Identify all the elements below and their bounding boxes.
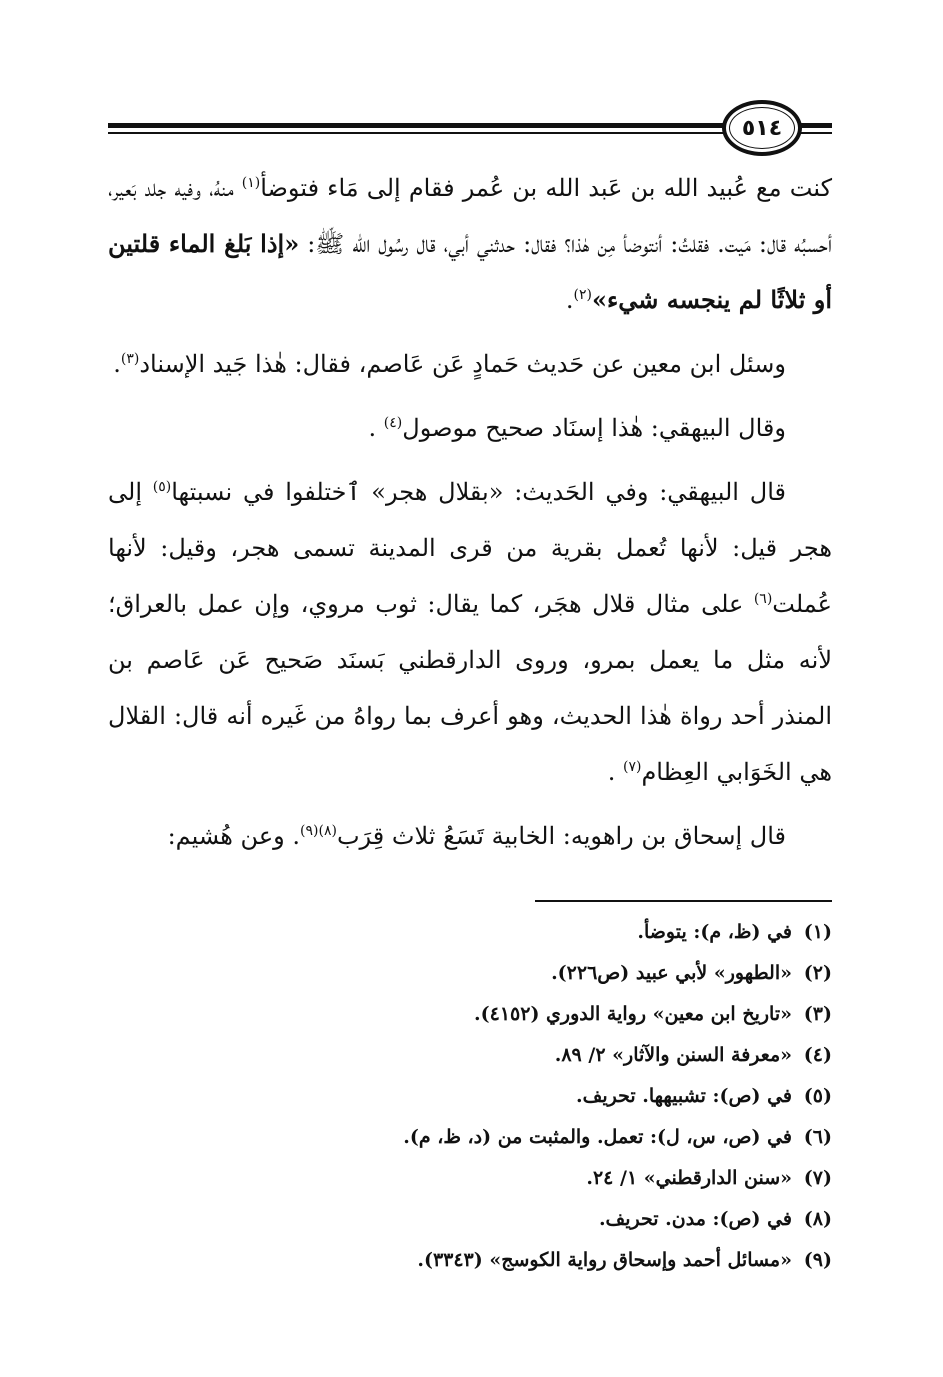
footnote-text: «الطهور» لأبي عبيد (ص٢٢٦).	[551, 962, 792, 984]
p2-text-1: وسئل ابن معين عن حَديث حَمادٍ عَن عَاصم، فقال: هٰذا جَيد الإسناد	[139, 350, 786, 378]
paragraph-4	[108, 464, 832, 800]
footnote-item	[112, 912, 832, 953]
footnote-ref-5[interactable]: (٥)	[152, 479, 172, 495]
p4-text-1: قال البيهقي: وفي الحَديث: «بقلال هجر» ٱختلفوا في نسبتها	[171, 478, 786, 506]
main-text	[108, 160, 832, 864]
footnote-item	[112, 1199, 832, 1240]
footnote-item	[112, 1076, 832, 1117]
footnotes-list	[112, 912, 832, 1281]
paragraph-3	[108, 400, 832, 456]
p2-text-end: .	[113, 350, 121, 378]
footnote-item	[112, 953, 832, 994]
footnote-text: في (ص): مدن. تحريف.	[598, 1208, 792, 1230]
footnote-number: (٤)	[803, 1044, 832, 1066]
footnote-text: «معرفة السنن والآثار» ٢/ ٨٩.	[554, 1044, 792, 1066]
footnote-number: (٧)	[803, 1167, 832, 1189]
footnote-item	[112, 1158, 832, 1199]
footnote-ref-2[interactable]: (٢)	[573, 287, 592, 303]
p4-text-end: .	[607, 758, 623, 786]
p5-text-end: . وعن هُشيم:	[167, 822, 300, 850]
footnote-ref-8-9[interactable]: (٨)(٩)	[300, 823, 337, 839]
footnote-number: (٥)	[803, 1085, 832, 1107]
footnote-number: (٨)	[803, 1208, 832, 1230]
p3-text-1: وقال البيهقي: هٰذا إسنَاد صحيح موصول	[402, 414, 786, 442]
p5-text-1: قال إسحاق بن راهويه: الخابية تَسَعُ ثلاث قِرَب	[336, 822, 786, 850]
footnote-text: «مسائل أحمد وإسحاق رواية الكوسج» (٣٣٤٣).	[417, 1249, 792, 1271]
footnote-ref-1[interactable]: (١)	[241, 175, 261, 191]
paragraph-1	[108, 160, 832, 328]
footnote-number: (٢)	[803, 962, 832, 984]
footnote-text: في (ظ، م): يتوضأ.	[637, 921, 792, 943]
header-rule-tail-thin	[800, 132, 832, 134]
footnote-number: (٩)	[803, 1249, 832, 1271]
footnote-text: في (ص): تشبيهها. تحريف.	[576, 1085, 792, 1107]
p1-text-end: .	[565, 286, 574, 314]
footnote-ref-7[interactable]: (٧)	[622, 759, 642, 775]
page-number: ٥١٤	[741, 115, 783, 141]
footnote-text: «سنن الدارقطني» ١/ ٢٤.	[586, 1167, 792, 1189]
p4-text-3: على مثال قلال هجَر، كما يقال: ثوب مروي، وإن عمل بالعراق؛ لأنه مثل ما يعمل بمرو، وروى الدارقطني بَسنَد صَحيح عَن عَاصم بن المنذر أحد رواة هٰذا الحديث، وهو أعرف بما رواهُ من غَيره أنه قال: القلال هي الخَوَابي العِظام	[108, 590, 833, 786]
footnote-number: (٣)	[803, 1003, 832, 1025]
footnote-item	[112, 994, 832, 1035]
p3-text-end: .	[368, 414, 384, 442]
page-number-badge	[722, 100, 802, 156]
footnote-item	[112, 1240, 832, 1281]
footnote-text: في (ص، س، ل): تعمل. والمثبت من (د، ظ، م).	[403, 1126, 792, 1148]
header-rule-thin	[108, 132, 727, 134]
footnote-text: «تاريخ ابن معين» رواية الدوري (٤١٥٢).	[474, 1003, 792, 1025]
hadith-quote: «إذا بَلغ الماء قلتين أو ثلاثًا لم ينجسه شيء»	[108, 229, 832, 314]
paragraph-2	[108, 336, 832, 392]
footnote-ref-6[interactable]: (٦)	[753, 591, 773, 607]
footnote-number: (٦)	[803, 1126, 832, 1148]
p1-text-2: منهُ، وفيه جلد بَعير، أحسبُه قال: مَيت. فقلتُ: أنتوضأ مِن هٰذا؟ فقال: حدثني أبي، قال رسُول الله ﷺ:	[108, 174, 832, 258]
footnote-item	[112, 1117, 832, 1158]
paragraph-5	[108, 808, 832, 864]
header-rule-thick	[108, 123, 727, 128]
footnote-number: (١)	[803, 921, 832, 943]
footnote-ref-3[interactable]: (٣)	[120, 351, 140, 367]
footnote-separator	[535, 900, 832, 902]
header-rule-tail-thick	[800, 123, 832, 128]
p4-text-2: إلى هجر قيل: لأنها تُعمل بقرية من قرى المدينة تسمى هجر، وقيل: لأنها عُملت	[108, 478, 832, 618]
footnote-ref-4[interactable]: (٤)	[383, 415, 403, 431]
p1-text-1: كنت مع عُبيد الله بن عَبد الله بن عُمر فقام إلى مَاء فتوضأ	[260, 174, 833, 202]
footnote-item	[112, 1035, 832, 1076]
